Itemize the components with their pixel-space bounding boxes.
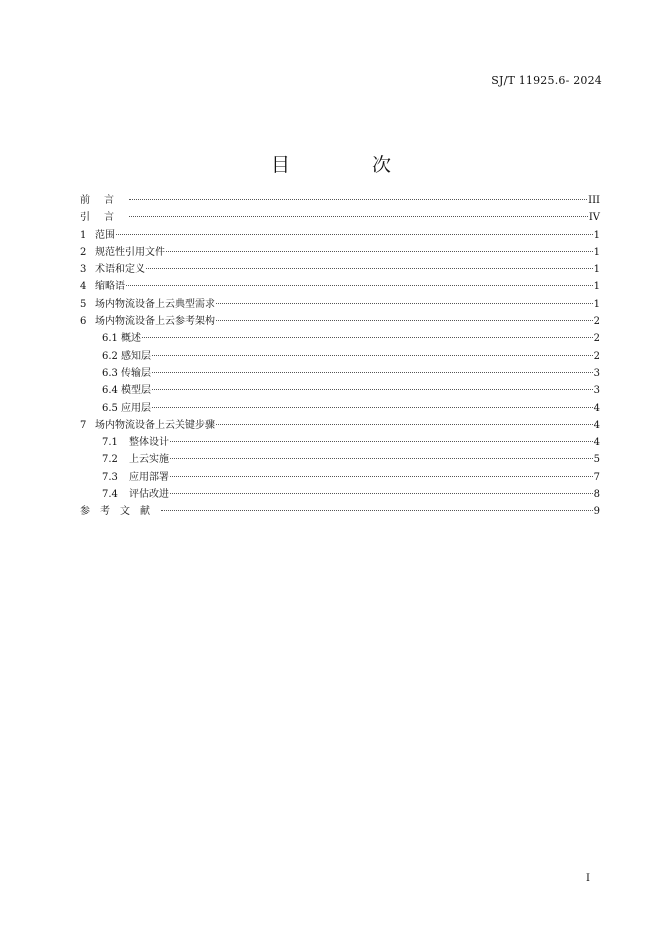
toc-entry-label: 应用部署 xyxy=(129,471,169,483)
toc-entry[interactable] xyxy=(80,244,600,261)
toc-entry[interactable] xyxy=(80,296,600,313)
toc-leader-dots xyxy=(170,476,593,477)
toc-leader-dots xyxy=(216,320,593,321)
toc-entry-label: 引言 xyxy=(80,212,128,224)
toc-entry-number: 6.4 xyxy=(102,385,118,397)
toc-entry-number: 3 xyxy=(80,264,87,276)
toc-title: 目 次 xyxy=(270,154,430,176)
toc-leader-dots xyxy=(116,234,593,235)
toc-leader-dots xyxy=(142,337,593,338)
toc-leader-dots xyxy=(152,389,593,390)
toc-entry-label: 场内物流设备上云参考架构 xyxy=(95,316,215,328)
toc-entry-page: 1 xyxy=(593,264,600,276)
toc-entry-page: 9 xyxy=(593,506,600,518)
toc-entry-label: 缩略语 xyxy=(95,281,125,293)
toc-entry[interactable] xyxy=(80,451,600,468)
toc-entry-number: 6.3 xyxy=(102,367,118,379)
toc-leader-dots xyxy=(152,407,593,408)
toc-entry[interactable] xyxy=(80,382,600,399)
toc-leader-dots xyxy=(170,493,593,494)
toc-entry-number: 1 xyxy=(80,229,87,241)
toc-entry[interactable] xyxy=(80,209,600,226)
toc-entry-page: 2 xyxy=(593,333,600,345)
toc-entry-number: 7.3 xyxy=(102,471,118,483)
toc-entry-label: 前言 xyxy=(80,195,128,206)
toc-leader-dots xyxy=(170,441,593,442)
toc-leader-dots xyxy=(166,251,593,252)
toc-leader-dots xyxy=(152,355,593,356)
toc-entry-page: III xyxy=(588,195,600,206)
toc-entry-label: 上云实施 xyxy=(129,454,169,466)
toc-entry-number: 6 xyxy=(80,316,87,328)
document-code: SJ/T 11925.6- 2024 xyxy=(491,74,602,87)
toc-entry-number: 7.1 xyxy=(102,437,118,449)
toc-entry-label: 场内物流设备上云关键步骤 xyxy=(95,419,215,431)
toc-entry-label: 感知层 xyxy=(121,350,151,362)
toc-entry-number: 2 xyxy=(80,246,87,258)
table-of-contents xyxy=(80,192,600,521)
toc-leader-dots xyxy=(161,510,593,511)
toc-entry[interactable] xyxy=(80,417,600,434)
toc-entry-number: 7 xyxy=(80,419,87,431)
toc-entry[interactable] xyxy=(80,330,600,347)
toc-entry-page: 1 xyxy=(593,298,600,310)
toc-entry[interactable] xyxy=(80,278,600,295)
toc-leader-dots xyxy=(170,458,593,459)
toc-entry-number: 6.1 xyxy=(102,333,118,345)
toc-entry-page: 1 xyxy=(593,281,600,293)
page-number: I xyxy=(586,873,590,884)
toc-entry-number: 4 xyxy=(80,281,87,293)
toc-entry-label: 规范性引用文件 xyxy=(95,246,165,258)
toc-entry-label: 整体设计 xyxy=(129,437,169,449)
toc-entry-page: 2 xyxy=(593,316,600,328)
toc-leader-dots xyxy=(129,216,588,217)
toc-entry-label: 概述 xyxy=(121,333,141,345)
toc-entry-page: 1 xyxy=(593,229,600,241)
toc-entry[interactable] xyxy=(80,313,600,330)
toc-entry-label: 术语和定义 xyxy=(95,264,145,276)
toc-entry[interactable] xyxy=(80,348,600,365)
toc-entry-page: 8 xyxy=(593,489,600,501)
toc-entry-number: 6.2 xyxy=(102,350,118,362)
toc-entry-page: 4 xyxy=(593,402,600,414)
toc-entry-label: 参考文献 xyxy=(80,506,160,518)
toc-leader-dots xyxy=(216,303,593,304)
toc-entry[interactable] xyxy=(80,400,600,417)
toc-entry-label: 范围 xyxy=(95,229,115,241)
toc-entry[interactable] xyxy=(80,261,600,278)
toc-entry-label: 应用层 xyxy=(121,402,151,414)
toc-entry-number: 5 xyxy=(80,298,87,310)
toc-leader-dots xyxy=(129,199,587,200)
toc-entry-label: 场内物流设备上云典型需求 xyxy=(95,298,215,310)
toc-entry[interactable] xyxy=(80,503,600,520)
toc-entry-page: 4 xyxy=(593,419,600,431)
toc-entry-page: 2 xyxy=(593,350,600,362)
toc-entry-label: 传输层 xyxy=(121,367,151,379)
toc-leader-dots xyxy=(216,424,593,425)
toc-entry-label: 评估改进 xyxy=(129,489,169,501)
toc-entry-page: 7 xyxy=(593,471,600,483)
toc-entry-number: 7.4 xyxy=(102,489,118,501)
toc-leader-dots xyxy=(146,268,593,269)
toc-entry-page: 3 xyxy=(593,385,600,397)
toc-entry[interactable] xyxy=(80,469,600,486)
toc-entry[interactable] xyxy=(80,434,600,451)
toc-entry[interactable] xyxy=(80,365,600,382)
toc-leader-dots xyxy=(152,372,593,373)
toc-entry[interactable] xyxy=(80,486,600,503)
toc-entry-number: 7.2 xyxy=(102,454,118,466)
toc-entry-page: 5 xyxy=(593,454,600,466)
toc-entry-page: IV xyxy=(588,212,600,224)
toc-entry-label: 模型层 xyxy=(121,385,151,397)
toc-entry[interactable] xyxy=(80,192,600,209)
toc-leader-dots xyxy=(126,285,593,286)
toc-entry-page: 4 xyxy=(593,437,600,449)
toc-entry-number: 6.5 xyxy=(102,402,118,414)
toc-entry[interactable] xyxy=(80,227,600,244)
toc-entry-page: 1 xyxy=(593,246,600,258)
toc-entry-page: 3 xyxy=(593,367,600,379)
